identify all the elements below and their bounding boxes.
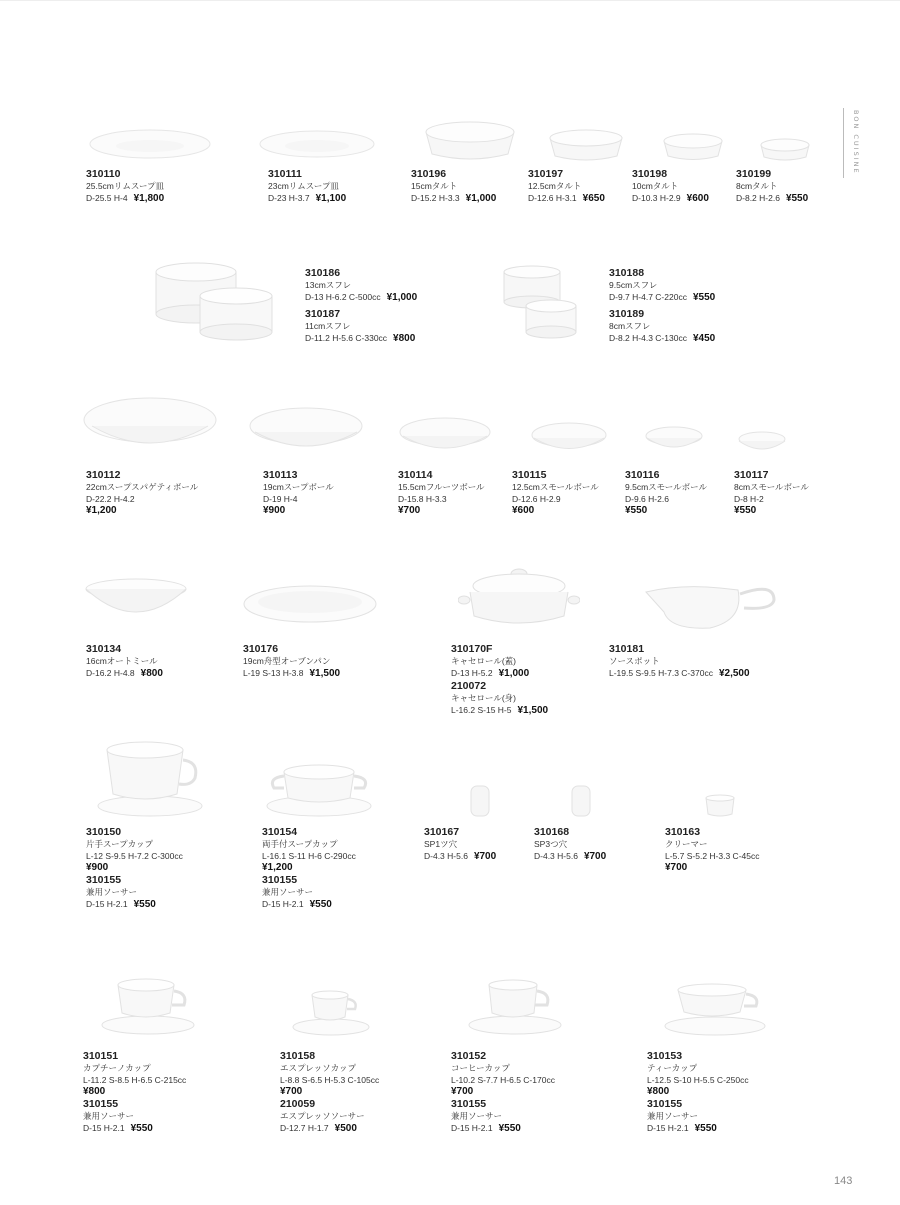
product-code: 310153 [647, 1050, 683, 1062]
product-spec-line [262, 898, 356, 911]
product-price: ¥900 [263, 505, 286, 516]
product-spec: L-16.2 S-15 H-5 [451, 705, 512, 715]
brand-vertical-label: BON CUISINE [852, 110, 860, 175]
product-spec-line [609, 332, 715, 345]
product-spec: D-15.8 H-3.3 [398, 494, 447, 504]
product-code: 310199 [736, 168, 772, 180]
product-spec: D-10.3 H-2.9 [632, 193, 681, 203]
product-310176 [243, 643, 340, 680]
product-code: 310134 [86, 643, 122, 655]
product-310197 [528, 168, 605, 205]
product-code: 310176 [243, 643, 279, 655]
top-rule [0, 0, 900, 1]
product-code: 210072 [451, 680, 487, 692]
product-code: 310163 [665, 826, 701, 838]
product-name: 10cmタルト [632, 181, 679, 191]
product-spec-line [280, 1122, 379, 1135]
product-group-casserole [451, 643, 548, 717]
product-name: 兼用ソーサー [86, 887, 138, 897]
product-spec-line [451, 667, 548, 680]
product-spec: D-8.2 H-2.6 [736, 193, 780, 203]
product-price: ¥550 [309, 899, 332, 910]
oval-oven-pan-image [240, 580, 380, 628]
product-code: 310151 [83, 1050, 119, 1062]
product-spec: L-5.7 S-5.2 H-3.3 C-45cc [665, 851, 760, 861]
product-name: 15.5cmフルーツボール [398, 482, 485, 492]
product-group-310151 [83, 1050, 186, 1135]
product-price: ¥700 [583, 851, 607, 862]
product-spec: D-12.7 H-1.7 [280, 1123, 329, 1133]
product-price: ¥650 [582, 193, 605, 204]
product-spec-line [736, 192, 808, 205]
product-price: ¥1,500 [309, 668, 341, 679]
product-310198 [632, 168, 709, 205]
product-price: ¥900 [86, 862, 109, 873]
product-310111 [268, 168, 346, 205]
product-code: 210059 [280, 1098, 316, 1110]
product-name: 22cmスープスパゲティボール [86, 482, 199, 492]
product-spec: D-8 H-2 [734, 494, 764, 504]
product-name: SP3つ穴 [534, 839, 568, 849]
product-spec-line [305, 332, 417, 345]
product-spec: D-13 H-6.2 C-500cc [305, 292, 381, 302]
product-spec: D-19 H-4 [263, 494, 298, 504]
product-spec: L-12.5 S-10 H-5.5 C-250cc [647, 1075, 749, 1085]
product-spec-line [609, 667, 750, 680]
product-price: ¥550 [133, 899, 156, 910]
product-price: ¥600 [686, 193, 709, 204]
oatmeal-bowl-image [82, 575, 190, 623]
product-spec: D-9.6 H-2.6 [625, 494, 669, 504]
product-310181 [609, 643, 750, 680]
product-spec: D-15.2 H-3.3 [411, 193, 460, 203]
product-name: キャセロール(身) [451, 693, 516, 703]
product-310116 [625, 469, 707, 517]
product-code: 310152 [451, 1050, 487, 1062]
product-price: ¥800 [393, 333, 416, 344]
product-name: 両手付スープカップ [262, 839, 338, 849]
soup-spaghetti-bowl-image [78, 390, 223, 460]
product-price: ¥700 [473, 851, 497, 862]
product-name: 16cmオートミール [86, 656, 158, 666]
product-spec-line [528, 192, 605, 205]
product-name: 8cmスフレ [609, 321, 651, 331]
product-name: 23cmリムスープ皿 [268, 181, 339, 191]
product-spec-line [411, 192, 496, 205]
product-price: ¥1,500 [517, 705, 549, 716]
product-spec-line [243, 667, 340, 680]
product-name: 9.5cmスフレ [609, 280, 658, 290]
product-price: ¥600 [512, 505, 535, 516]
product-price: ¥550 [498, 1123, 521, 1134]
small-bowl-9-image [642, 420, 706, 456]
product-name: 11cmスフレ [305, 321, 351, 331]
product-code: 310196 [411, 168, 447, 180]
product-310113 [263, 469, 334, 517]
product-code: 310168 [534, 826, 570, 838]
product-name: 12.5cmスモールボール [512, 482, 599, 492]
product-310115 [512, 469, 599, 517]
product-310168 [534, 826, 606, 863]
product-price: ¥1,000 [498, 668, 530, 679]
product-spec: D-15 H-2.1 [83, 1123, 125, 1133]
product-code: 310155 [262, 874, 298, 886]
tart-8-image [758, 134, 812, 164]
product-310110 [86, 168, 164, 205]
rim-soup-plate-25-image [85, 118, 215, 163]
product-spec-line [451, 704, 548, 717]
product-price: ¥1,000 [386, 292, 418, 303]
product-spec: D-4.3 H-5.6 [534, 851, 578, 861]
tart-10-image [660, 128, 726, 164]
product-name: 兼用ソーサー [647, 1111, 699, 1121]
product-spec-line [424, 850, 496, 863]
product-price: ¥2,500 [718, 668, 750, 679]
product-name: 8cmスモールボール [734, 482, 809, 492]
product-spec-line [305, 291, 417, 304]
product-spec: D-15 H-2.1 [262, 899, 304, 909]
product-code: 310114 [398, 469, 433, 481]
product-310112 [86, 469, 198, 517]
product-spec: D-13 H-5.2 [451, 668, 493, 678]
product-price: ¥450 [692, 333, 716, 344]
product-name: クリーマー [665, 839, 708, 849]
product-name: 兼用ソーサー [262, 887, 314, 897]
product-code: 310113 [263, 469, 298, 481]
product-group-310153 [647, 1050, 749, 1135]
product-spec: D-9.7 H-4.7 C-220cc [609, 292, 687, 302]
product-310163 [665, 826, 759, 874]
salt-pepper-3-hole-image [566, 780, 596, 820]
product-spec: L-11.2 S-8.5 H-6.5 C-215cc [83, 1075, 187, 1085]
product-group-souffle-large [305, 267, 417, 345]
product-name: 25.5cmリムスープ皿 [86, 181, 165, 191]
product-spec: D-23 H-3.7 [268, 193, 310, 203]
product-310114 [398, 469, 485, 517]
product-price: ¥1,000 [465, 193, 497, 204]
casserole-image [458, 560, 580, 632]
product-code: 310150 [86, 826, 122, 838]
product-code: 310117 [734, 469, 769, 481]
product-spec: L-8.8 S-6.5 H-5.3 C-105cc [280, 1075, 380, 1085]
product-price: ¥550 [692, 292, 716, 303]
product-code: 310188 [609, 267, 645, 279]
tea-cup-image [660, 978, 770, 1038]
product-price: ¥800 [647, 1086, 670, 1097]
product-code: 310187 [305, 308, 341, 320]
small-bowl-12-image [528, 415, 610, 459]
product-spec: D-16.2 H-4.8 [86, 668, 135, 678]
product-price: ¥1,200 [86, 505, 117, 516]
product-price: ¥1,800 [133, 193, 165, 204]
product-spec-line [86, 667, 163, 680]
product-spec-line [647, 1122, 749, 1135]
product-spec: L-19 S-13 H-3.8 [243, 668, 304, 678]
product-price: ¥700 [451, 1086, 474, 1097]
rim-soup-plate-23-image [255, 118, 380, 163]
cappuccino-cup-image [98, 975, 198, 1037]
tart-15-image [420, 112, 520, 164]
product-name: 13cmスフレ [305, 280, 351, 290]
product-code: 310186 [305, 267, 341, 279]
product-price: ¥550 [625, 505, 648, 516]
product-code: 310170F [451, 643, 493, 655]
product-group-310152 [451, 1050, 555, 1135]
product-code: 310112 [86, 469, 121, 481]
product-spec: L-16.1 S-11 H-6 C-290cc [262, 851, 356, 861]
product-price: ¥700 [280, 1086, 303, 1097]
product-name: コーヒーカップ [451, 1063, 510, 1073]
product-spec: D-8.2 H-4.3 C-130cc [609, 333, 687, 343]
product-code: 310115 [512, 469, 547, 481]
product-name: カプチーノカップ [83, 1063, 151, 1073]
product-code: 310111 [268, 168, 302, 180]
product-spec: D-15 H-2.1 [647, 1123, 689, 1133]
product-price: ¥550 [785, 193, 809, 204]
product-name: 片手スープカップ [86, 839, 153, 849]
product-spec: L-19.5 S-9.5 H-7.3 C-370cc [609, 668, 713, 678]
fruit-bowl-image [395, 410, 495, 460]
product-spec-line [83, 1122, 186, 1135]
product-spec: L-12 S-9.5 H-7.2 C-300cc [86, 851, 183, 861]
product-code: 310116 [625, 469, 660, 481]
product-spec: D-11.2 H-5.6 C-330cc [305, 333, 388, 343]
product-spec-line [86, 898, 183, 911]
product-spec: D-4.3 H-5.6 [424, 851, 468, 861]
sauce-pot-image [640, 572, 780, 634]
product-price: ¥700 [398, 505, 421, 516]
product-code: 310158 [280, 1050, 316, 1062]
product-spec: D-25.5 H-4 [86, 193, 128, 203]
product-name: キャセロール(蓋) [451, 656, 516, 666]
product-group-310158 [280, 1050, 379, 1135]
small-bowl-8-image [735, 425, 789, 457]
product-name: ティーカップ [647, 1063, 698, 1073]
product-spec: D-22.2 H-4.2 [86, 494, 135, 504]
product-price: ¥1,100 [315, 193, 347, 204]
product-price: ¥700 [665, 862, 688, 873]
product-name: 19cm舟型オーブンパン [243, 656, 331, 666]
product-price: ¥550 [130, 1123, 153, 1134]
product-spec-line [534, 850, 606, 863]
tart-12-image [545, 122, 627, 164]
product-name: エスプレッソカップ [280, 1063, 356, 1073]
page-number: 143 [834, 1175, 853, 1187]
soup-cup-one-handle-image [95, 738, 205, 820]
product-code: 310155 [451, 1098, 487, 1110]
product-name: 8cmタルト [736, 181, 778, 191]
product-group-souffle-small [609, 267, 715, 345]
side-rule [843, 108, 844, 178]
product-spec: D-12.6 H-2.9 [512, 494, 561, 504]
product-spec-line [609, 291, 715, 304]
product-code: 310198 [632, 168, 668, 180]
product-code: 310155 [83, 1098, 119, 1110]
product-310167 [424, 826, 496, 863]
product-spec: D-15 H-2.1 [451, 1123, 493, 1133]
product-spec-line [451, 1122, 555, 1135]
product-price: ¥550 [734, 505, 757, 516]
product-spec-line [86, 192, 164, 205]
product-code: 310110 [86, 168, 121, 180]
product-name: SP1ツ穴 [424, 839, 458, 849]
product-spec-line [632, 192, 709, 205]
product-spec: L-10.2 S-7.7 H-6.5 C-170cc [451, 1075, 555, 1085]
product-spec-line [268, 192, 346, 205]
product-name: 12.5cmタルト [528, 181, 582, 191]
product-name: エスプレッソソーサー [280, 1111, 365, 1121]
salt-pepper-1-hole-image [465, 780, 495, 820]
product-name: 兼用ソーサー [83, 1111, 135, 1121]
product-code: 310154 [262, 826, 298, 838]
product-price: ¥1,200 [262, 862, 293, 873]
product-code: 310197 [528, 168, 564, 180]
product-code: 310167 [424, 826, 460, 838]
product-price: ¥800 [83, 1086, 106, 1097]
soup-cup-two-handles-image [262, 758, 377, 820]
espresso-cup-image [290, 985, 372, 1037]
soup-bowl-19-image [245, 400, 367, 460]
product-spec: D-12.6 H-3.1 [528, 193, 577, 203]
product-price: ¥550 [694, 1123, 717, 1134]
product-name: ソースポット [609, 656, 660, 666]
product-code: 310181 [609, 643, 645, 655]
product-name: 兼用ソーサー [451, 1111, 503, 1121]
product-group-310154 [262, 826, 356, 911]
product-group-310150 [86, 826, 183, 911]
product-code: 310155 [86, 874, 122, 886]
product-code: 310155 [647, 1098, 683, 1110]
creamer-image [700, 792, 742, 820]
coffee-cup-image [465, 975, 565, 1037]
product-310134 [86, 643, 163, 680]
product-price: ¥500 [334, 1123, 357, 1134]
product-code: 310189 [609, 308, 645, 320]
product-310199 [736, 168, 808, 205]
product-name: 9.5cmスモールボール [625, 482, 707, 492]
product-name: 15cmタルト [411, 181, 458, 191]
souffle-13-11-image [150, 258, 280, 348]
souffle-9-8-image [500, 262, 590, 347]
product-name: 19cmスープボール [263, 482, 334, 492]
product-spec: D-15 H-2.1 [86, 899, 128, 909]
product-310196 [411, 168, 496, 205]
product-price: ¥800 [140, 668, 163, 679]
product-310117 [734, 469, 809, 517]
